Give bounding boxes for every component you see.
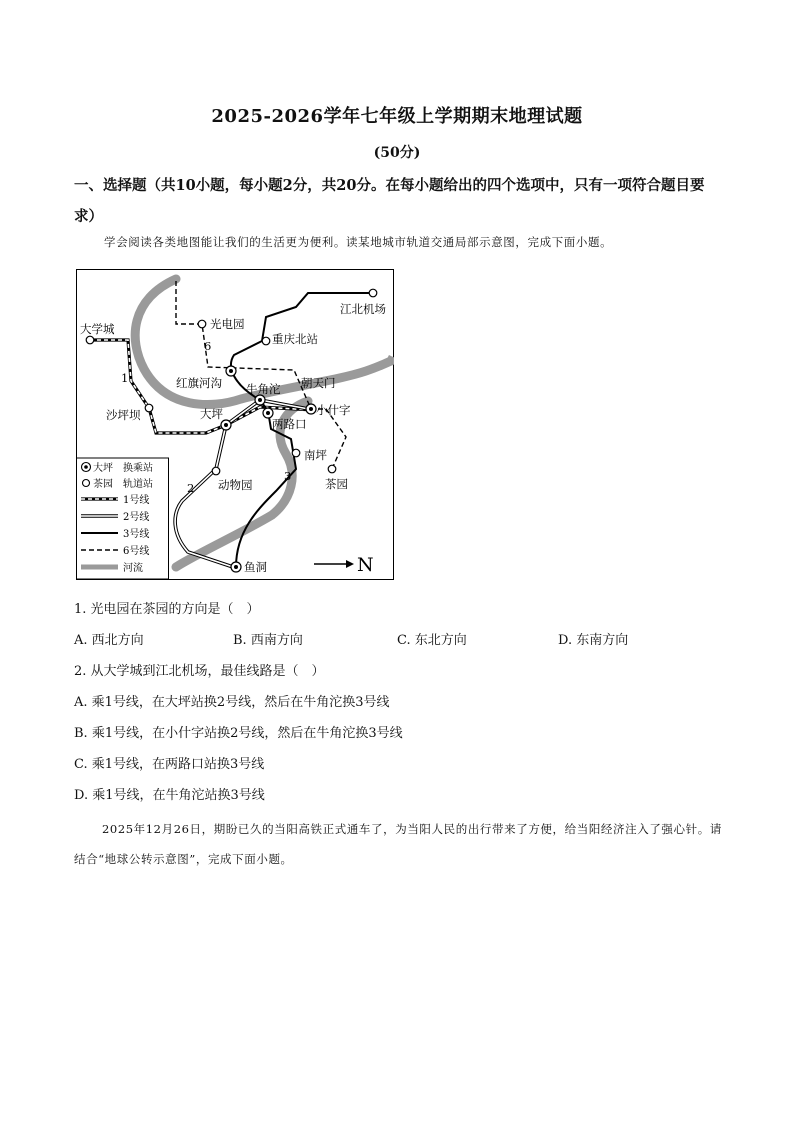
station-shapingba: 沙坪坝 <box>106 408 141 422</box>
station-dongwuyuan: 动物园 <box>218 478 253 492</box>
q2-option-b[interactable]: B. 乘1号线，在小什字站换2号线，然后在牛角沱换3号线 <box>74 726 403 741</box>
page-title: 2025-2026学年七年级上学期期末地理试题 <box>211 106 583 127</box>
q1-option-d[interactable]: D. 东南方向 <box>558 633 629 648</box>
question-2: 2. 从大学城到江北机场，最佳线路是（ ） <box>74 664 325 679</box>
legend-rail-icon <box>83 480 90 487</box>
map-legend <box>77 458 169 579</box>
station-hongqihegou: 红旗河沟 <box>176 376 222 390</box>
legend-rail-example: 茶园 <box>93 479 113 490</box>
legend-transfer-label: 换乘站 <box>123 463 153 474</box>
station-xiaoshizi: 小什字 <box>316 403 351 417</box>
legend-line2: 2号线 <box>123 512 150 523</box>
legend-river: 河流 <box>123 563 143 574</box>
station-chaotianmen: 朝天门 <box>301 376 336 390</box>
legend-transfer-example: 大坪 <box>93 463 113 474</box>
station-jiangbei-airport: 江北机场 <box>340 302 386 316</box>
q2-option-a[interactable]: A. 乘1号线，在大坪站换2号线，然后在牛角沱换3号线 <box>74 695 390 710</box>
station-chongqing-north: 重庆北站 <box>272 332 318 346</box>
metro-map-svg <box>76 269 394 580</box>
q2-option-c[interactable]: C. 乘1号线，在两路口站换3号线 <box>74 757 265 772</box>
legend-rail-label: 轨道站 <box>123 479 153 490</box>
q1-option-c[interactable]: C. 东北方向 <box>397 633 467 648</box>
q2-option-d[interactable]: D. 乘1号线，在牛角沱站换3号线 <box>74 788 265 803</box>
legend-line1: 1号线 <box>123 495 150 506</box>
q1-option-a[interactable]: A. 西北方向 <box>74 633 144 648</box>
station-daxuecheng: 大学城 <box>80 322 115 336</box>
station-chayuan: 茶园 <box>325 477 348 491</box>
station-daping: 大坪 <box>200 407 223 421</box>
q1-option-b[interactable]: B. 西南方向 <box>233 633 303 648</box>
north-label: N <box>357 554 374 576</box>
legend-line3: 3号线 <box>123 529 150 540</box>
station-nanping: 南坪 <box>304 448 327 462</box>
river-main-end <box>391 357 393 361</box>
legend-line6: 6号线 <box>123 546 150 557</box>
station-lianglukou: 两路口 <box>272 417 307 431</box>
question-1: 1. 光电园在茶园的方向是（ ） <box>74 602 260 617</box>
line-2-number: 2 <box>187 481 195 495</box>
line-1-number: 1 <box>121 371 129 385</box>
station-niujiaotuo: 牛角沱 <box>246 382 281 396</box>
metro-map <box>76 269 394 580</box>
section-heading: 一、选择题（共10小题，每小题2分，共20分。在每小题给出的四个选项中，只有一项符合题目要求） <box>74 177 705 225</box>
section-intro: 学会阅读各类地图能让我们的生活更为便利。读某地城市轨道交通局部示意图，完成下面小题。 <box>104 235 613 249</box>
line-6-number: 6 <box>204 339 212 353</box>
passage-2: 2025年12月26日，期盼已久的当阳高铁正式通车了，为当阳人民的出行带来了方便，给当阳经济注入了强心针。请结合“地球公转示意图”，完成下面小题。 <box>74 822 722 866</box>
station-guangdianyuan: 光电园 <box>210 317 245 331</box>
line-3-number: 3 <box>284 469 292 483</box>
score-note: (50分) <box>373 145 421 161</box>
station-yudong: 鱼洞 <box>244 560 267 574</box>
